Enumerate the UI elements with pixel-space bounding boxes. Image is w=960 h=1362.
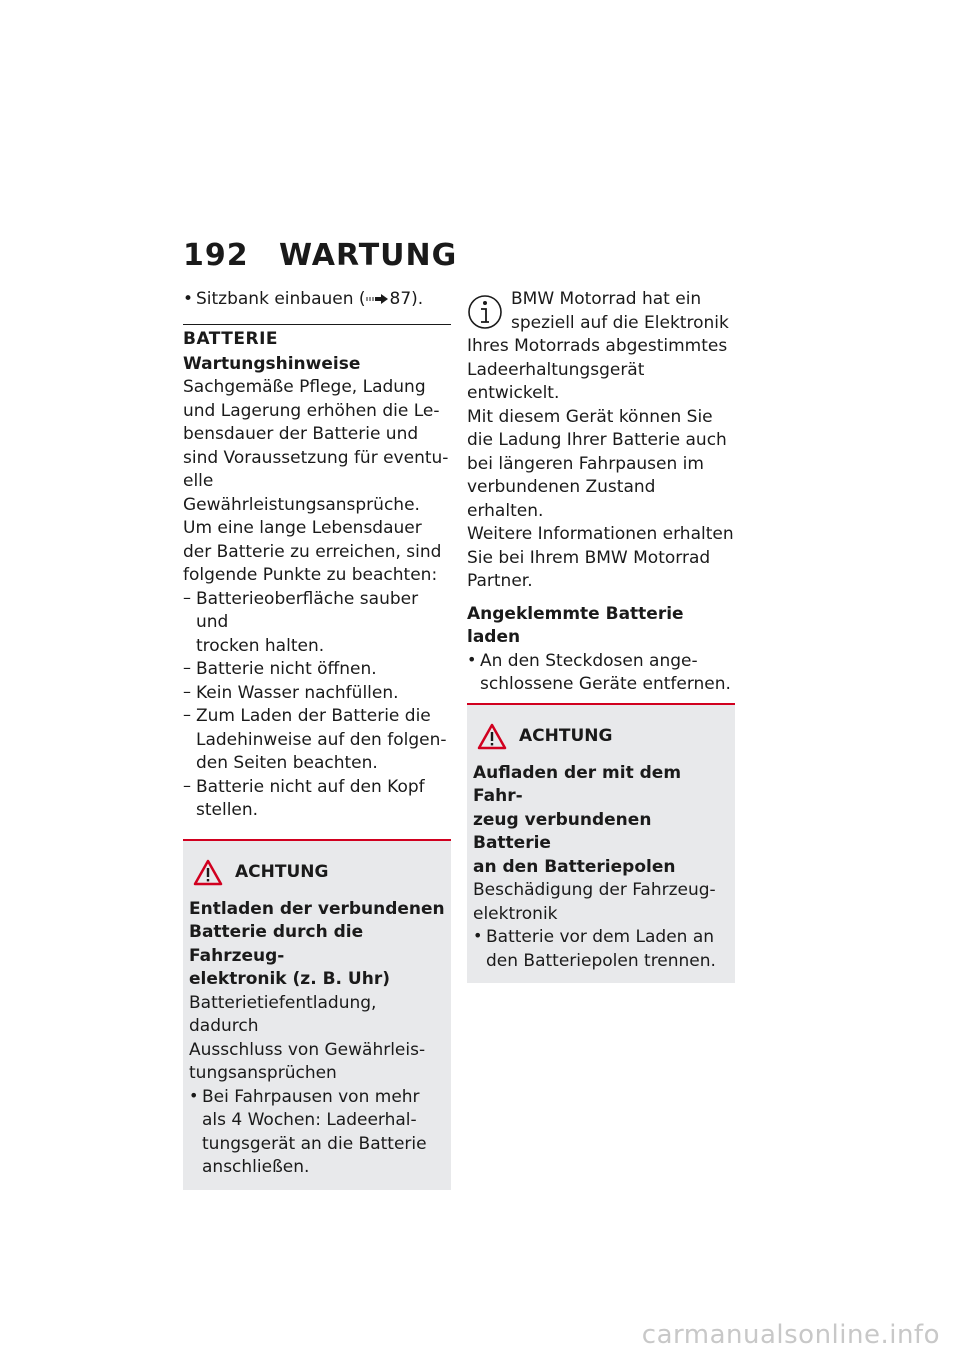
warning-title: Aufladen der mit dem Fahr- bbox=[473, 762, 682, 806]
warning-header bbox=[189, 859, 445, 886]
page-header bbox=[183, 238, 457, 273]
list-item: – Batterieoberfläche sauber und trocken halten. bbox=[183, 588, 451, 659]
right-column bbox=[467, 288, 735, 983]
list-item: – Zum Laden der Batterie die Ladehinweise auf den folgen- den Seiten beachten. bbox=[183, 705, 451, 776]
paragraph: Sachgemäße Pflege, Ladung und Lagerung erhöhen die Le- bensdauer der Batterie und sind Voraussetzung für eventu- elle Gewährleistungsansprüche. Um eine lange Lebensdauer der Batterie zu erreichen, sind folgende Punkte zu beachten: bbox=[183, 377, 449, 585]
warning-title: an den Batteriepolen bbox=[473, 856, 676, 877]
warning-title: zeug verbundenen Batterie bbox=[473, 809, 652, 853]
warning-consequence: Ausschluss von Gewährleis- bbox=[189, 1039, 426, 1060]
watermark: carmanualsonline.info bbox=[641, 1320, 940, 1350]
page-number: 192 bbox=[183, 238, 249, 273]
list-item: • Batterie vor dem Laden an den Batteriepolen trennen. bbox=[473, 926, 729, 973]
warning-label: ACHTUNG bbox=[519, 726, 613, 746]
list-item: • An den Steckdosen ange- schlossene Geräte entfernen. bbox=[467, 650, 735, 697]
list-item: – Kein Wasser nachfüllen. bbox=[183, 682, 451, 706]
page-reference-arrow-icon bbox=[366, 293, 390, 305]
warning-triangle-icon bbox=[193, 859, 223, 886]
list-item: • Bei Fahrpausen von mehr als 4 Wochen: Ladeerhal- tungsgerät an die Batterie anschließen. bbox=[189, 1086, 445, 1180]
warning-consequence: tungsansprüchen bbox=[189, 1063, 337, 1083]
section-title: BATTERIE bbox=[183, 328, 279, 349]
subheading: Wartungshinweise bbox=[183, 353, 361, 374]
warning-triangle-icon bbox=[477, 723, 507, 750]
chapter-title: WARTUNG bbox=[279, 238, 458, 273]
warning-header bbox=[473, 723, 729, 750]
info-note: BMW Motorrad hat ein speziell auf die Elektronik Ihres Motorrads abgestimmtes Ladeerhaltungsgerät entwickelt. Mit diesem Gerät können Sie die Ladung Ihrer Batterie auch bei längeren Fahrpausen im verbundenen Zustand erhalten. Weitere Informationen erhalten Sie bei Ihrem BMW Motorrad Partner. bbox=[467, 289, 734, 591]
list-item: – Batterie nicht öffnen. bbox=[183, 658, 451, 682]
warning-consequence: elektronik bbox=[473, 903, 558, 924]
divider bbox=[183, 324, 451, 325]
warning-box bbox=[467, 703, 735, 984]
info-icon bbox=[467, 292, 503, 332]
warning-title: Entladen der verbundenen bbox=[189, 898, 445, 919]
list-item: – Batterie nicht auf den Kopf stellen. bbox=[183, 776, 451, 823]
warning-box bbox=[183, 839, 451, 1190]
warning-title: Batterie durch die Fahrzeug- bbox=[189, 922, 364, 966]
warning-label: ACHTUNG bbox=[235, 862, 329, 882]
subheading: Angeklemmte Batterie laden bbox=[467, 603, 684, 647]
warning-consequence: Beschädigung der Fahrzeug- bbox=[473, 880, 716, 900]
warning-consequence: Batterietiefentladung, dadurch bbox=[189, 992, 377, 1036]
warning-title: elektronik (z. B. Uhr) bbox=[189, 969, 390, 989]
list-item: • Sitzbank einbauen ( 87). bbox=[183, 288, 451, 312]
left-column bbox=[183, 288, 451, 1190]
